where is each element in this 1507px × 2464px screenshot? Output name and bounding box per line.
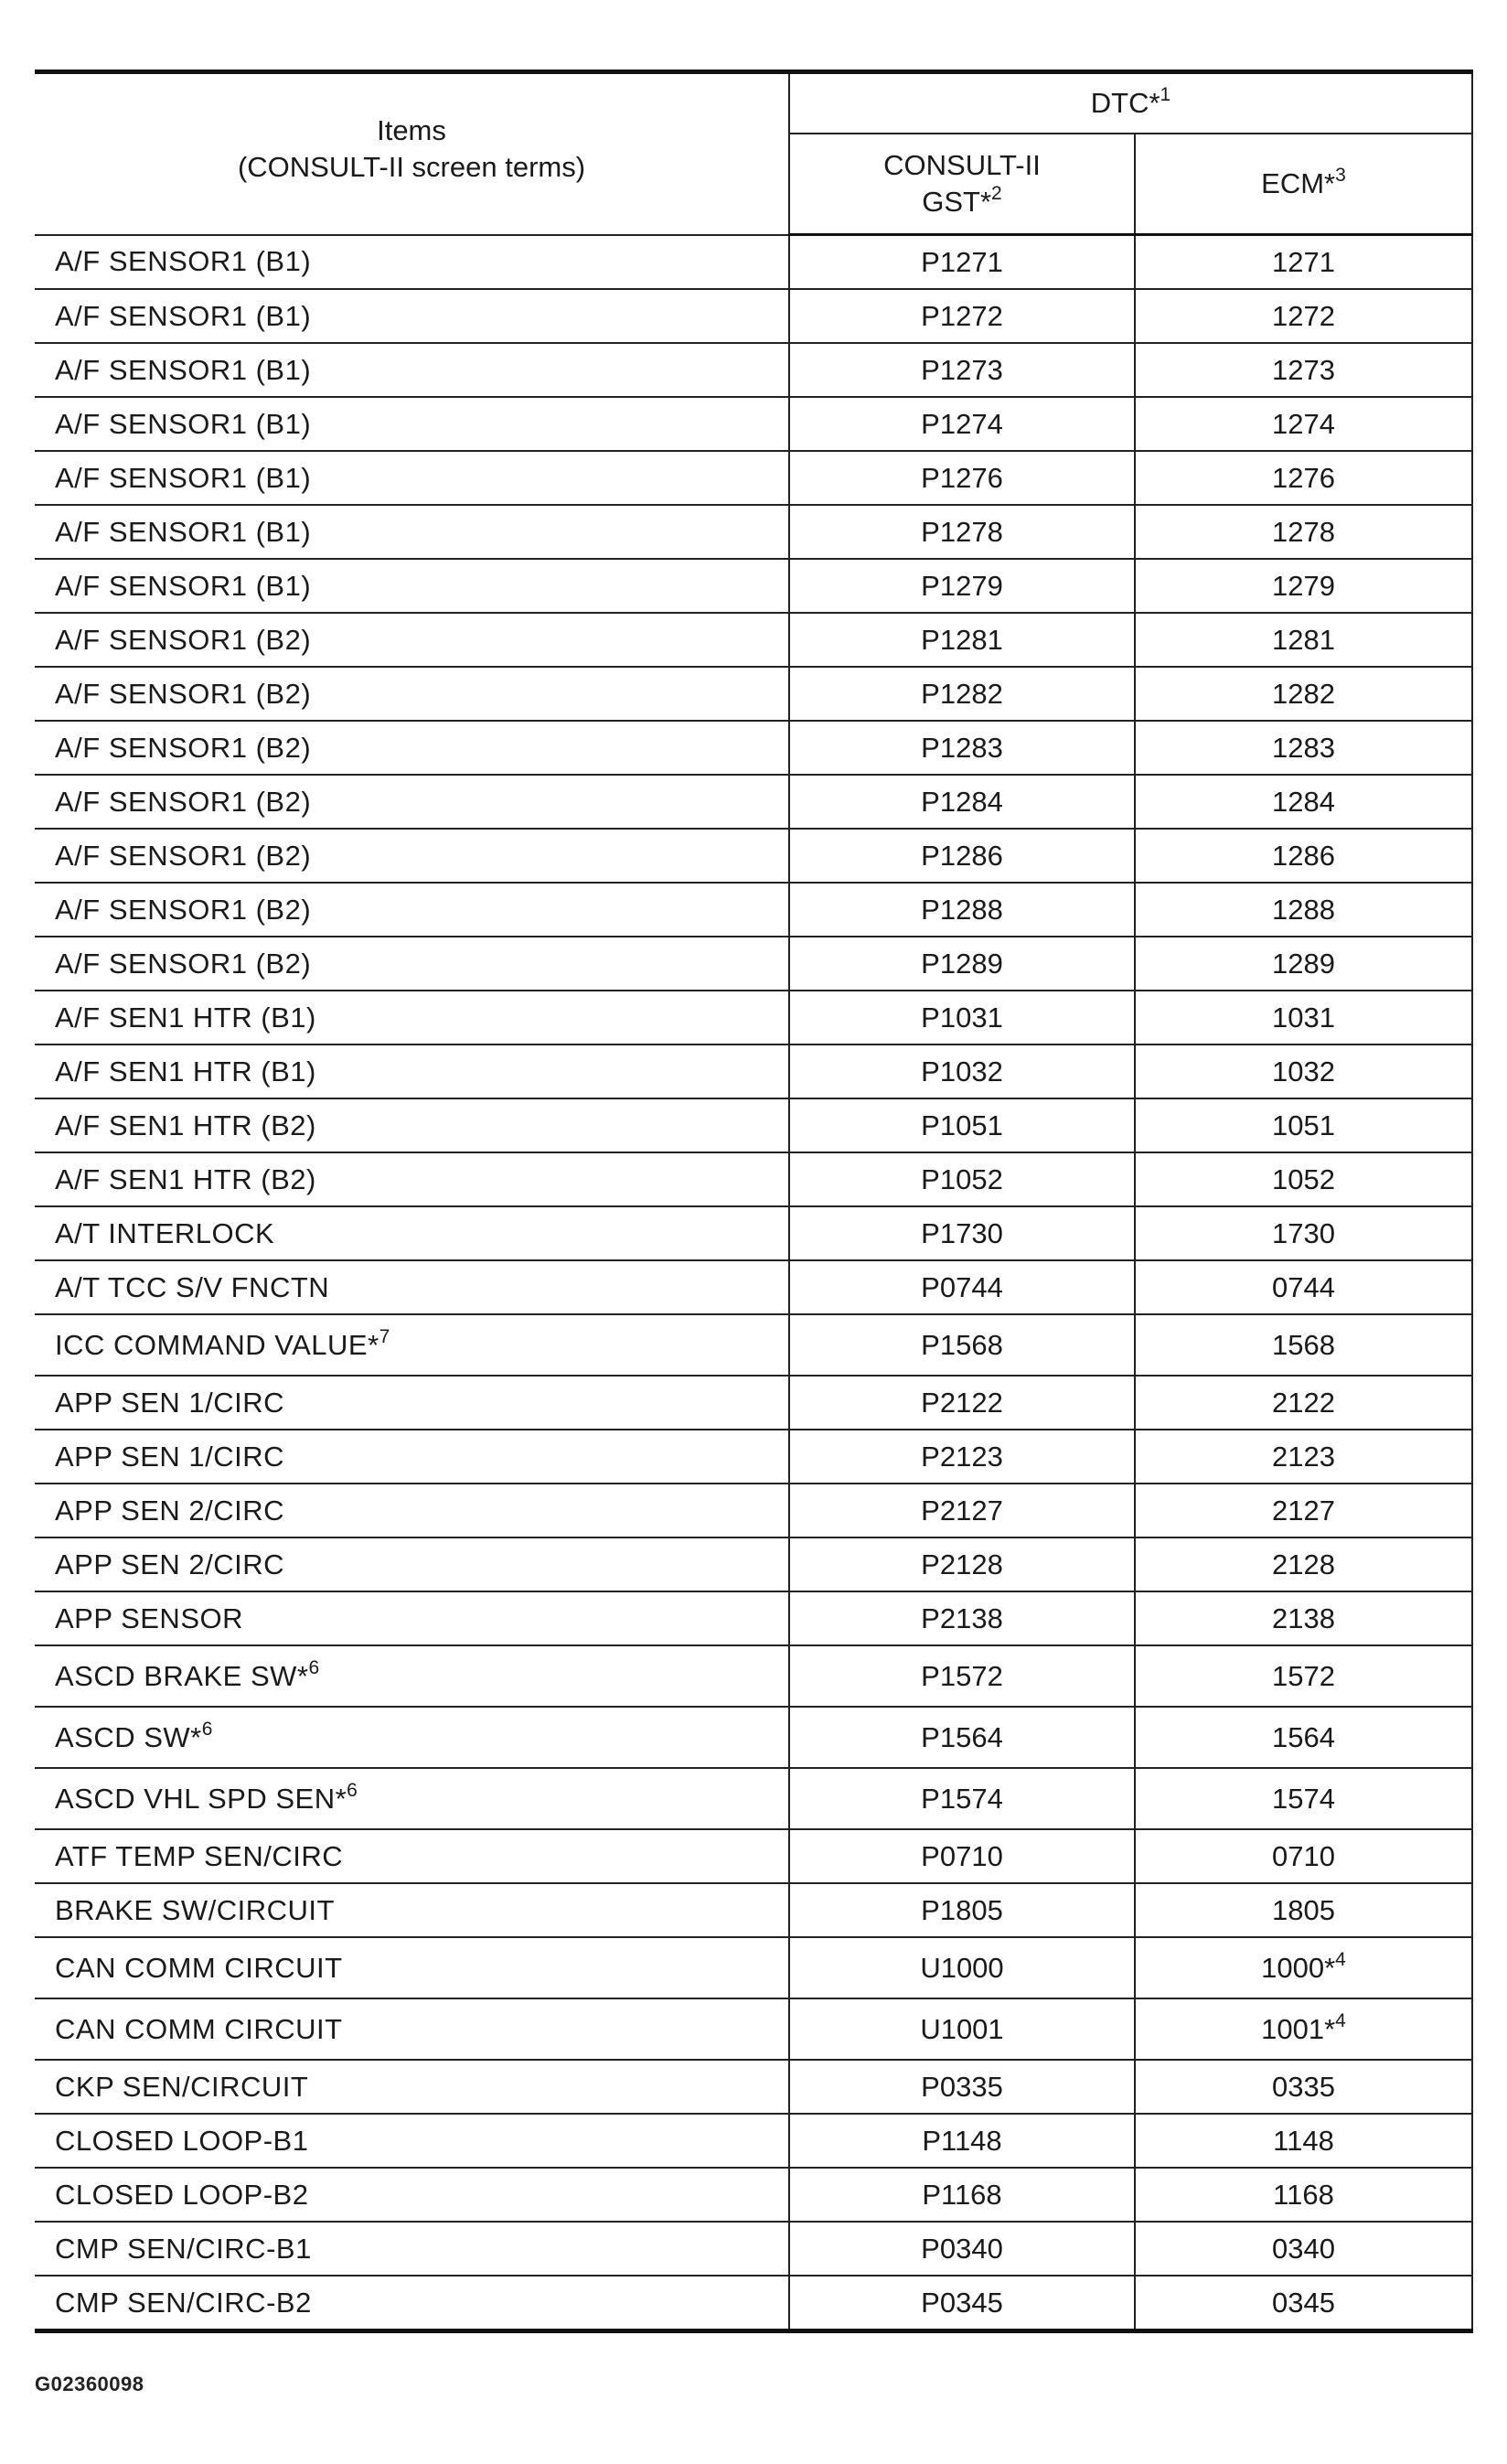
ecm-code-cell-text: 1052	[1272, 1162, 1335, 1195]
item-cell	[35, 721, 789, 775]
ecm-code-cell	[1135, 775, 1472, 829]
footnote-marker: 4	[1335, 1948, 1346, 1970]
gst-code-cell	[789, 2168, 1135, 2222]
item-cell-text: ICC COMMAND VALUE*	[55, 1328, 379, 1361]
ecm-code-cell-text: 1574	[1272, 1782, 1335, 1815]
item-cell	[35, 505, 789, 559]
dtc-header-label: DTC*	[1090, 87, 1160, 119]
ecm-code-cell	[1135, 1829, 1472, 1883]
gst-code-cell	[789, 343, 1135, 397]
item-cell-text: A/F SENSOR1 (B1)	[55, 515, 312, 548]
ecm-code-cell-text: 2123	[1272, 1440, 1335, 1473]
ecm-code-cell-text: 1805	[1272, 1893, 1335, 1926]
item-cell-text: BRAKE SW/CIRCUIT	[55, 1893, 335, 1926]
item-cell-text: A/F SENSOR1 (B1)	[55, 461, 312, 494]
gst-code-cell	[789, 2060, 1135, 2114]
item-cell-text: A/F SENSOR1 (B2)	[55, 731, 312, 764]
gst-code-cell-text: P1574	[921, 1782, 1003, 1815]
item-cell	[35, 775, 789, 829]
ecm-code-cell	[1135, 1484, 1472, 1537]
ecm-code-cell	[1135, 1152, 1472, 1206]
ecm-code-cell-text: 1168	[1273, 2178, 1334, 2211]
item-cell-text: CMP SEN/CIRC-B1	[55, 2232, 312, 2265]
gst-code-cell-text: P1271	[921, 245, 1003, 278]
ecm-code-cell	[1135, 2276, 1472, 2331]
gst-code-cell-text: P0340	[921, 2232, 1003, 2265]
figure-code: G02360098	[35, 2373, 144, 2395]
gst-code-cell	[789, 2114, 1135, 2168]
ecm-code-cell	[1135, 991, 1472, 1045]
table-row	[35, 667, 1472, 721]
item-cell	[35, 1707, 789, 1768]
ecm-code-cell-text: 1572	[1272, 1659, 1335, 1692]
ecm-code-cell	[1135, 1537, 1472, 1591]
gst-code-cell-text: P1282	[921, 677, 1003, 710]
ecm-code-cell-text: 2128	[1272, 1548, 1335, 1580]
ecm-code-cell-text: 1032	[1272, 1055, 1335, 1087]
ecm-code-cell	[1135, 1591, 1472, 1645]
item-cell	[35, 883, 789, 937]
ecm-code-cell-text: 1278	[1272, 515, 1335, 548]
gst-code-cell	[789, 775, 1135, 829]
table-row	[35, 2114, 1472, 2168]
ecm-code-cell-text: 1286	[1272, 839, 1335, 872]
table-row	[35, 1376, 1472, 1430]
ecm-code-cell	[1135, 1314, 1472, 1376]
gst-code-cell-text: P0345	[921, 2286, 1003, 2319]
gst-code-cell-text: P1564	[921, 1720, 1003, 1753]
ecm-code-cell	[1135, 1707, 1472, 1768]
gst-code-cell	[789, 1484, 1135, 1537]
ecm-code-cell-text: 1284	[1272, 785, 1335, 818]
ecm-code-cell	[1135, 1260, 1472, 1314]
ecm-code-cell	[1135, 505, 1472, 559]
item-cell-text: A/F SENSOR1 (B1)	[55, 299, 312, 332]
table-row	[35, 1883, 1472, 1937]
ecm-code-cell-text: 1272	[1272, 299, 1335, 332]
ecm-code-cell-text: 1271	[1272, 245, 1335, 278]
item-cell-text: ASCD SW*	[55, 1720, 202, 1753]
gst-code-cell	[789, 1376, 1135, 1430]
item-cell-text: A/F SENSOR1 (B1)	[55, 407, 312, 440]
item-cell	[35, 829, 789, 883]
gst-header-line1: CONSULT-II	[883, 149, 1041, 181]
ecm-code-cell-text: 1274	[1272, 407, 1335, 440]
gst-code-cell-text: P1051	[921, 1109, 1003, 1141]
gst-code-cell-text: P1568	[921, 1328, 1003, 1361]
ecm-code-cell	[1135, 829, 1472, 883]
table-row	[35, 1045, 1472, 1098]
item-cell	[35, 1591, 789, 1645]
gst-code-cell	[789, 613, 1135, 667]
gst-code-cell-text: P1284	[921, 785, 1003, 818]
gst-code-cell-text: P0710	[921, 1839, 1003, 1872]
gst-code-cell	[789, 1098, 1135, 1152]
item-cell	[35, 1484, 789, 1537]
item-cell-text: CMP SEN/CIRC-B2	[55, 2286, 312, 2319]
table-row	[35, 829, 1472, 883]
table-row	[35, 1260, 1472, 1314]
gst-code-cell-text: U1001	[920, 2012, 1004, 2045]
item-cell-text: APP SENSOR	[55, 1602, 244, 1634]
ecm-code-cell	[1135, 235, 1472, 290]
gst-header-line2: GST*	[922, 186, 992, 218]
footnote-marker: 6	[201, 1718, 213, 1740]
table-row	[35, 289, 1472, 343]
gst-code-cell-text: P2128	[921, 1548, 1003, 1580]
table-row	[35, 235, 1472, 290]
item-cell	[35, 1260, 789, 1314]
item-cell-text: A/F SENSOR1 (B1)	[55, 353, 312, 386]
gst-code-cell	[789, 235, 1135, 290]
gst-code-cell-text: P1052	[921, 1162, 1003, 1195]
ecm-code-cell-text: 1273	[1272, 353, 1335, 386]
item-cell-text: CAN COMM CIRCUIT	[55, 2012, 343, 2045]
item-cell-text: A/T INTERLOCK	[55, 1216, 275, 1249]
item-cell	[35, 613, 789, 667]
item-cell	[35, 1152, 789, 1206]
item-cell	[35, 1098, 789, 1152]
ecm-code-cell	[1135, 2168, 1472, 2222]
ecm-code-cell	[1135, 1645, 1472, 1707]
table-row	[35, 2276, 1472, 2331]
table-row	[35, 775, 1472, 829]
gst-code-cell-text: P1283	[921, 731, 1003, 764]
ecm-code-cell-text: 1283	[1272, 731, 1335, 764]
item-cell	[35, 1883, 789, 1937]
ecm-header-label: ECM*	[1261, 167, 1336, 199]
table-row	[35, 1098, 1472, 1152]
table-row	[35, 1829, 1472, 1883]
gst-code-cell	[789, 937, 1135, 991]
table-row	[35, 1537, 1472, 1591]
gst-code-cell	[789, 1998, 1135, 2060]
ecm-code-cell	[1135, 1206, 1472, 1260]
item-cell	[35, 937, 789, 991]
item-cell-text: CLOSED LOOP-B1	[55, 2124, 309, 2157]
item-cell	[35, 1645, 789, 1707]
ecm-code-cell	[1135, 1376, 1472, 1430]
gst-code-cell-text: P1031	[921, 1001, 1003, 1034]
item-cell-text: APP SEN 1/CIRC	[55, 1386, 285, 1419]
ecm-code-cell	[1135, 559, 1472, 613]
ecm-code-cell-text: 1564	[1272, 1720, 1335, 1753]
item-cell-text: CLOSED LOOP-B2	[55, 2178, 309, 2211]
gst-code-cell-text: P1286	[921, 839, 1003, 872]
item-cell	[35, 2168, 789, 2222]
gst-code-cell	[789, 2222, 1135, 2276]
item-cell	[35, 2222, 789, 2276]
footnote-marker: 6	[308, 1656, 320, 1678]
table-row	[35, 343, 1472, 397]
gst-code-cell-text: P2127	[921, 1494, 1003, 1527]
item-cell	[35, 1537, 789, 1591]
item-cell-text: A/F SENSOR1 (B1)	[55, 569, 312, 602]
gst-code-cell-text: P1273	[921, 353, 1003, 386]
gst-code-cell	[789, 1768, 1135, 1829]
gst-code-cell	[789, 1883, 1135, 1937]
item-cell-text: A/F SENSOR1 (B2)	[55, 677, 312, 710]
gst-code-cell	[789, 1430, 1135, 1484]
gst-code-cell-text: U1000	[920, 1951, 1004, 1984]
table-row	[35, 883, 1472, 937]
ecm-code-cell-text: 0744	[1272, 1270, 1335, 1303]
ecm-code-cell-text: 0340	[1272, 2232, 1335, 2265]
table-row	[35, 559, 1472, 613]
ecm-code-cell-text: 1288	[1272, 893, 1335, 926]
table-row	[35, 721, 1472, 775]
ecm-code-cell-text: 2138	[1272, 1602, 1335, 1634]
table-row	[35, 991, 1472, 1045]
gst-code-cell	[789, 829, 1135, 883]
ecm-code-cell	[1135, 343, 1472, 397]
gst-code-cell	[789, 1260, 1135, 1314]
ecm-code-cell	[1135, 451, 1472, 505]
item-cell-text: A/T TCC S/V FNCTN	[55, 1270, 330, 1303]
table-row	[35, 1430, 1472, 1484]
ecm-code-cell-text: 1000*	[1261, 1951, 1336, 1984]
ecm-header-footnote: 3	[1335, 165, 1346, 186]
table-row	[35, 2168, 1472, 2222]
ecm-code-cell-text: 2127	[1272, 1494, 1335, 1527]
item-cell	[35, 1376, 789, 1430]
ecm-code-cell-text: 1031	[1272, 1001, 1335, 1034]
ecm-code-cell-text: 0710	[1272, 1839, 1335, 1872]
ecm-code-cell-text: 1289	[1272, 947, 1335, 980]
item-cell-text: A/F SENSOR1 (B2)	[55, 839, 312, 872]
gst-code-cell-text: P0744	[921, 1270, 1003, 1303]
item-cell	[35, 451, 789, 505]
item-cell-text: A/F SENSOR1 (B2)	[55, 785, 312, 818]
gst-code-cell	[789, 397, 1135, 451]
gst-code-cell	[789, 505, 1135, 559]
table-row	[35, 937, 1472, 991]
gst-code-cell-text: P1274	[921, 407, 1003, 440]
gst-code-cell	[789, 1937, 1135, 1998]
ecm-code-cell-text: 1730	[1272, 1216, 1335, 1249]
item-cell	[35, 559, 789, 613]
ecm-code-cell-text: 1568	[1272, 1328, 1335, 1361]
item-cell-text: APP SEN 2/CIRC	[55, 1548, 285, 1580]
ecm-code-cell-text: 1281	[1272, 623, 1335, 656]
ecm-code-cell-text: 1148	[1273, 2124, 1334, 2157]
table-row	[35, 1937, 1472, 1998]
gst-code-cell-text: P2122	[921, 1386, 1003, 1419]
item-cell-text: A/F SENSOR1 (B2)	[55, 947, 312, 980]
gst-header-footnote: 2	[991, 183, 1002, 204]
gst-code-cell-text: P1288	[921, 893, 1003, 926]
gst-code-cell-text: P1279	[921, 569, 1003, 602]
item-cell	[35, 1937, 789, 1998]
gst-code-cell-text: P1272	[921, 299, 1003, 332]
gst-code-cell	[789, 1314, 1135, 1376]
ecm-code-cell	[1135, 1098, 1472, 1152]
gst-code-cell	[789, 1045, 1135, 1098]
gst-code-cell	[789, 991, 1135, 1045]
item-cell	[35, 2060, 789, 2114]
gst-code-cell-text: P1278	[921, 515, 1003, 548]
gst-code-cell-text: P1281	[921, 623, 1003, 656]
item-cell-text: CKP SEN/CIRCUIT	[55, 2070, 309, 2103]
item-cell	[35, 2114, 789, 2168]
gst-code-cell-text: P1289	[921, 947, 1003, 980]
gst-code-cell	[789, 883, 1135, 937]
item-cell	[35, 1045, 789, 1098]
item-cell-text: A/F SEN1 HTR (B2)	[55, 1162, 316, 1195]
item-cell	[35, 667, 789, 721]
dtc-table-header	[35, 72, 1472, 235]
item-cell-text: ASCD VHL SPD SEN*	[55, 1782, 347, 1815]
table-row	[35, 1645, 1472, 1707]
gst-code-cell	[789, 721, 1135, 775]
table-row	[35, 1591, 1472, 1645]
table-row	[35, 1152, 1472, 1206]
dtc-table	[35, 70, 1473, 2333]
table-row	[35, 1484, 1472, 1537]
ecm-code-cell	[1135, 1430, 1472, 1484]
gst-code-cell	[789, 1707, 1135, 1768]
item-cell-text: APP SEN 1/CIRC	[55, 1440, 285, 1473]
item-cell-text: ATF TEMP SEN/CIRC	[55, 1839, 344, 1872]
ecm-code-cell	[1135, 937, 1472, 991]
item-cell	[35, 1768, 789, 1829]
gst-code-cell	[789, 1206, 1135, 1260]
item-cell	[35, 343, 789, 397]
gst-code-cell	[789, 667, 1135, 721]
footnote-marker: 7	[379, 1325, 390, 1347]
table-row	[35, 2060, 1472, 2114]
gst-code-cell-text: P2138	[921, 1602, 1003, 1634]
item-cell	[35, 289, 789, 343]
ecm-code-cell	[1135, 1998, 1472, 2060]
ecm-code-cell	[1135, 613, 1472, 667]
item-cell-text: A/F SEN1 HTR (B1)	[55, 1001, 316, 1034]
gst-code-cell	[789, 451, 1135, 505]
table-row	[35, 505, 1472, 559]
ecm-code-cell-text: 0335	[1272, 2070, 1335, 2103]
item-cell	[35, 397, 789, 451]
items-header-line1: Items	[377, 114, 446, 146]
footnote-marker: 4	[1335, 2009, 1346, 2031]
ecm-code-cell-text: 2122	[1272, 1386, 1335, 1419]
footnote-marker: 6	[347, 1779, 358, 1801]
gst-code-cell	[789, 559, 1135, 613]
ecm-code-cell	[1135, 289, 1472, 343]
items-header-line2: (CONSULT-II screen terms)	[237, 151, 586, 183]
item-cell	[35, 1314, 789, 1376]
gst-code-cell-text: P1572	[921, 1659, 1003, 1692]
gst-code-cell	[789, 1152, 1135, 1206]
gst-code-cell	[789, 2276, 1135, 2331]
item-cell-text: ASCD BRAKE SW*	[55, 1659, 309, 1692]
item-cell-text: A/F SENSOR1 (B2)	[55, 623, 312, 656]
item-cell	[35, 2276, 789, 2331]
gst-code-cell-text: P1148	[922, 2124, 1002, 2157]
item-cell-text: A/F SEN1 HTR (B2)	[55, 1109, 316, 1141]
items-column-header	[35, 72, 789, 235]
table-row	[35, 1314, 1472, 1376]
gst-column-header	[789, 134, 1135, 235]
gst-code-cell-text: P0335	[921, 2070, 1003, 2103]
table-row	[35, 1206, 1472, 1260]
item-cell-text: A/F SENSOR1 (B1)	[55, 245, 312, 278]
gst-code-cell	[789, 1591, 1135, 1645]
ecm-code-cell	[1135, 1768, 1472, 1829]
ecm-code-cell	[1135, 883, 1472, 937]
ecm-code-cell-text: 0345	[1272, 2286, 1335, 2319]
item-cell	[35, 1430, 789, 1484]
ecm-code-cell-text: 1282	[1272, 677, 1335, 710]
item-cell	[35, 1206, 789, 1260]
gst-code-cell-text: P2123	[921, 1440, 1003, 1473]
ecm-code-cell	[1135, 2060, 1472, 2114]
table-row	[35, 397, 1472, 451]
item-cell	[35, 991, 789, 1045]
ecm-code-cell-text: 1051	[1272, 1109, 1335, 1141]
table-row	[35, 451, 1472, 505]
ecm-code-cell-text: 1279	[1272, 569, 1335, 602]
gst-code-cell	[789, 1645, 1135, 1707]
table-row	[35, 1707, 1472, 1768]
item-cell	[35, 1998, 789, 2060]
item-cell-text: APP SEN 2/CIRC	[55, 1494, 285, 1527]
ecm-code-cell	[1135, 1883, 1472, 1937]
table-row	[35, 2222, 1472, 2276]
ecm-code-cell	[1135, 1937, 1472, 1998]
gst-code-cell-text: P1032	[921, 1055, 1003, 1087]
gst-code-cell	[789, 1537, 1135, 1591]
table-row	[35, 613, 1472, 667]
ecm-code-cell	[1135, 667, 1472, 721]
gst-code-cell	[789, 1829, 1135, 1883]
table-row	[35, 1998, 1472, 2060]
gst-code-cell-text: P1805	[921, 1893, 1003, 1926]
dtc-header-footnote: 1	[1160, 84, 1171, 105]
gst-code-cell	[789, 289, 1135, 343]
item-cell-text: A/F SENSOR1 (B2)	[55, 893, 312, 926]
ecm-column-header	[1135, 134, 1472, 235]
dtc-group-header	[789, 72, 1472, 134]
item-cell	[35, 235, 789, 290]
table-row	[35, 1768, 1472, 1829]
ecm-code-cell-text: 1001*	[1261, 2012, 1336, 2045]
item-cell-text: A/F SEN1 HTR (B1)	[55, 1055, 316, 1087]
gst-code-cell-text: P1276	[921, 461, 1003, 494]
ecm-code-cell	[1135, 397, 1472, 451]
item-cell	[35, 1829, 789, 1883]
ecm-code-cell	[1135, 2114, 1472, 2168]
ecm-code-cell	[1135, 1045, 1472, 1098]
gst-code-cell-text: P1168	[922, 2178, 1002, 2211]
dtc-table-body	[35, 235, 1472, 2331]
ecm-code-cell	[1135, 2222, 1472, 2276]
ecm-code-cell	[1135, 721, 1472, 775]
gst-code-cell-text: P1730	[921, 1216, 1003, 1249]
ecm-code-cell-text: 1276	[1272, 461, 1335, 494]
item-cell-text: CAN COMM CIRCUIT	[55, 1951, 343, 1984]
